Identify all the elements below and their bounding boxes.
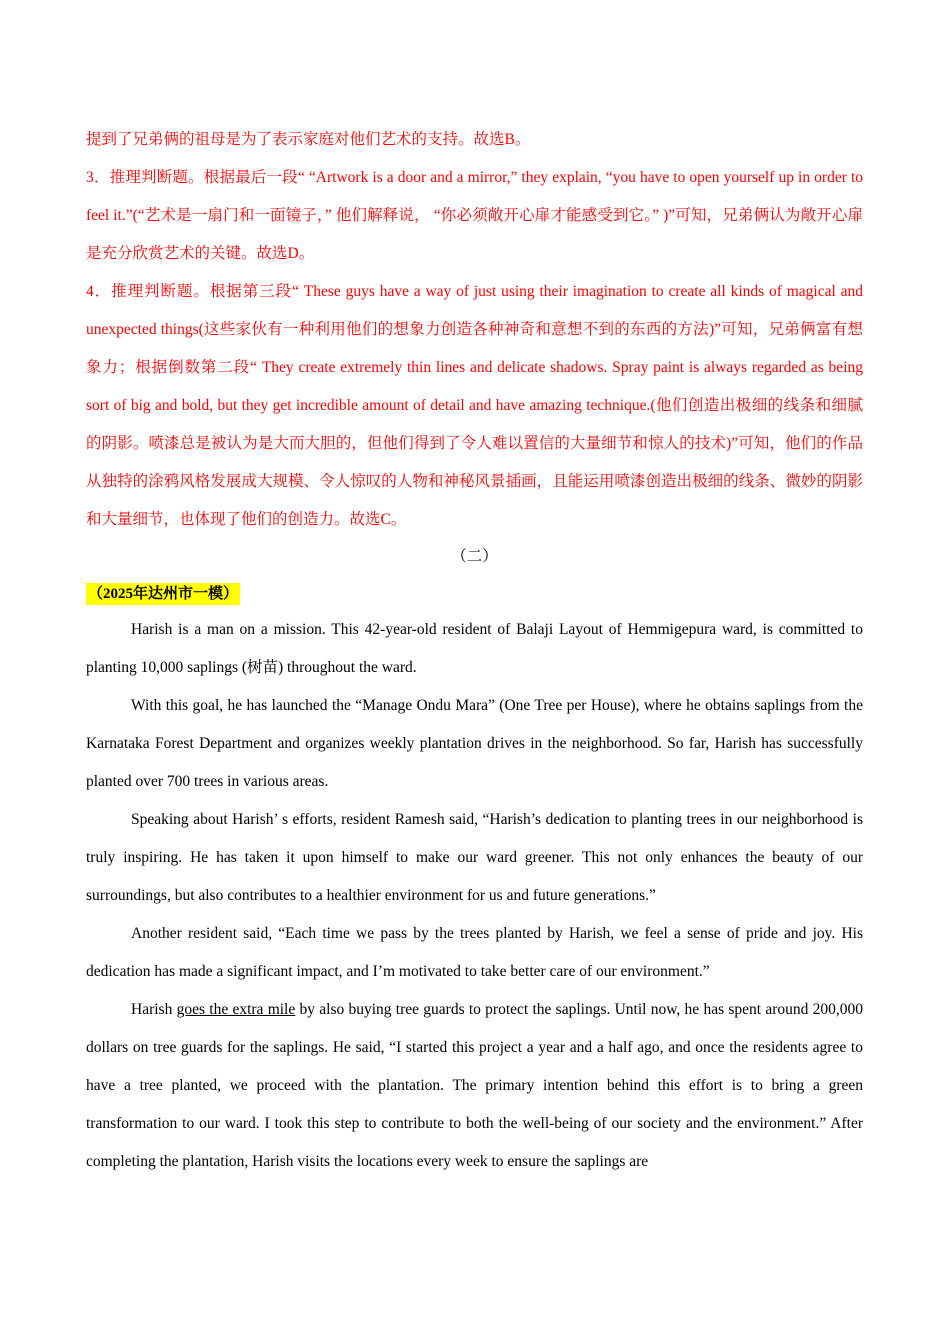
- paragraph-5-start: Harish: [131, 1001, 177, 1018]
- analysis-line-intro: 提到了兄弟俩的祖母是为了表示家庭对他们艺术的支持。故选B。: [86, 131, 531, 148]
- page-content: [86, 121, 863, 1181]
- passage-paragraph-5: [86, 991, 863, 1181]
- analysis-item-3: 3．推理判断题。根据最后一段“ “Artwork is a door and a mirror,” they explain, “you have to open yourself up in order to feel it.”(“艺术是一扇门和一面镜子，” 他们解释说， “你必须敞开心扉才能感受到它。” )”可知，兄弟俩认为敞开心扉是充分欣赏艺术的关键。故选D。: [86, 169, 863, 262]
- source-row: [86, 575, 863, 611]
- source-tag: （2025年达州市一模）: [86, 583, 240, 605]
- passage-paragraph-1: Harish is a man on a mission. This 42-year-old resident of Balaji Layout of Hemmigepura ward, is committed to planting 10,000 saplings (树苗) throughout the ward.: [86, 621, 863, 676]
- underlined-phrase: goes the extra mile: [176, 1001, 296, 1018]
- section-title: （二）: [451, 548, 498, 565]
- passage-paragraph-4: Another resident said, “Each time we pass by the trees planted by Harish, we feel a sense of pride and joy. His dedication has made a significant impact, and I’m motivated to take better care of our environment.”: [86, 925, 863, 980]
- passage-paragraph-2: With this goal, he has launched the “Manage Ondu Mara” (One Tree per House), where he obtains saplings from the Karnataka Forest Department and organizes weekly plantation drives in the neighborhood. So far, Harish has successfully planted over 700 trees in various areas.: [86, 697, 863, 790]
- analysis-item-4: 4．推理判断题。根据第三段“ These guys have a way of just using their imagination to create all kinds of magical and unexpected things(这些家伙有一种利用他们的想象力创造各种神奇和意想不到的东西的方法)”可知，兄弟俩富有想象力；根据倒数第二段“ They create extremely thin lines and delicate shadows. Spray paint is always regarded as being sort of big and bold, but they get incredible amount of detail and have amazing technique.(他们创造出极细的线条和细腻的阴影。喷漆总是被认为是大而大胆的，但他们得到了令人难以置信的大量细节和惊人的技术)”可知，他们的作品从独特的涂鸦风格发展成大规模、令人惊叹的人物和神秘风景插画，且能运用喷漆创造出极细的线条、微妙的阴影和大量细节，也体现了他们的创造力。故选C。: [86, 283, 863, 528]
- paragraph-5-rest: by also buying tree guards to protect the saplings. Until now, he has spent around 200,000 dollars on tree guards for the saplings. He said, “I started this project a year and a half ago, and once the residents agree to have a tree planted, we proceed with the plantation. The primary intention behind this effort is to bring a green transformation to our ward. I took this step to contribute to both the well-being of our society and the environment.” After completing the plantation, Harish visits the locations every week to ensure the saplings are: [86, 1001, 864, 1170]
- passage-paragraph-3: Speaking about Harish’ s efforts, resident Ramesh said, “Harish’s dedication to planting trees in our neighborhood is truly inspiring. He has taken it upon himself to make our ward greener. This not only enhances the beauty of our surroundings, but also contributes to a healthier environment for us and future generations.”: [86, 811, 863, 904]
